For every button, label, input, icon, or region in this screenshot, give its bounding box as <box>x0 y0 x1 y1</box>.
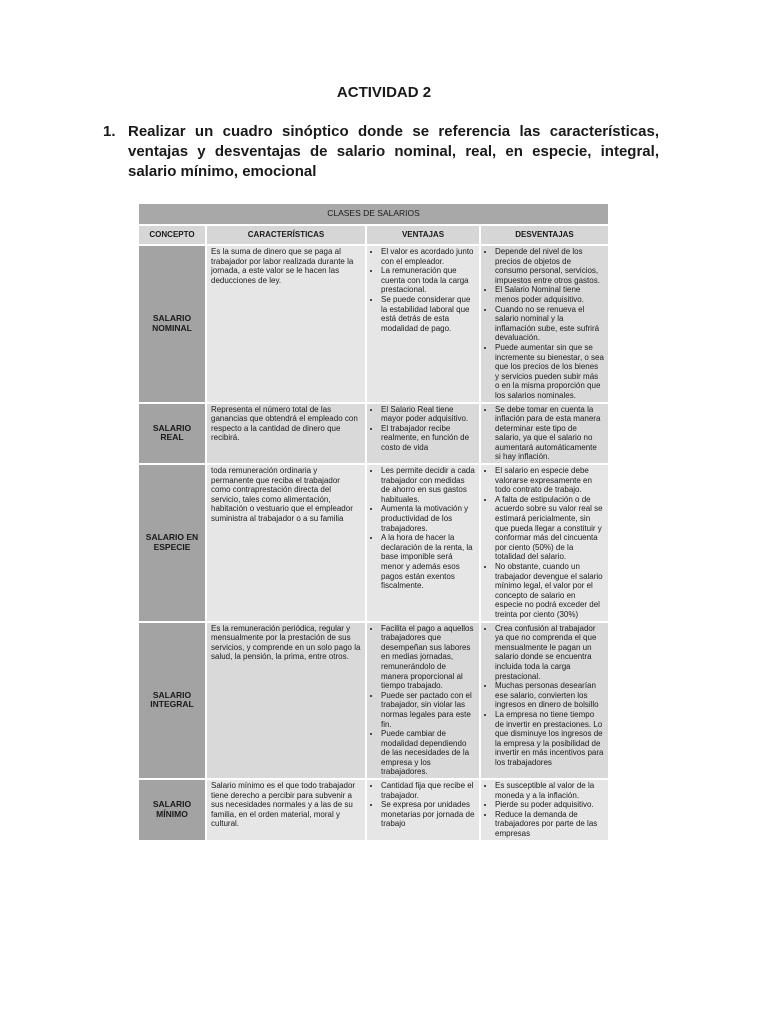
characteristics-cell: Representa el número total de las ganancias que obtendrá el empleado con respecto a la cantidad de dinero que recibirá. <box>207 404 365 464</box>
page-title: ACTIVIDAD 2 <box>336 84 432 101</box>
table-row <box>139 465 608 621</box>
concept-cell: SALARIO MÍNIMO <box>139 780 205 840</box>
header-concepto: CONCEPTO <box>139 226 205 244</box>
list-item: • A la hora de hacer la declaración de la renta, la base imponible será menor y además esos pagos están exentos fiscalmente. <box>381 533 475 591</box>
list-item: • El Salario Nominal tiene menos poder adquisitivo. <box>495 285 604 304</box>
characteristics-cell: Es la remuneración periódica, regular y mensualmente por la prestación de sus servicios, y comprende en un solo pago la salud, la pensión, la prima, entre otros. <box>207 623 365 779</box>
table-row <box>139 780 608 840</box>
characteristics-cell: toda remuneración ordinaria y permanente que reciba el trabajador como contraprestación directa del servicio, tales como alimentación, habitación o vestuario que el empleador suministra al trabajador o a su familia <box>207 465 365 621</box>
disadvantages-cell <box>481 246 608 402</box>
list-item: • Depende del nivel de los precios de objetos de consumo personal, servicios, impuestos entre otros gastos. <box>495 247 604 285</box>
list-item: • La empresa no tiene tiempo de invertir en prestaciones. Lo que disminuye los ingresos de la empresa y la posibilidad de invertir en más incentivos para los trabajadores <box>495 710 604 768</box>
list-item: • Se expresa por unidades monetarias por jornada de trabajo <box>381 800 475 829</box>
list-item: • Es susceptible al valor de la moneda y a la inflación. <box>495 781 604 800</box>
list-item: • El trabajador recibe realmente, en función de costo de vida <box>381 424 475 453</box>
advantages-cell <box>367 404 479 464</box>
disadvantages-cell <box>481 623 608 779</box>
list-item: • Pierde su poder adquisitivo. <box>495 800 604 810</box>
header-caracteristicas: CARACTERÍSTICAS <box>207 226 365 244</box>
table-row <box>139 404 608 464</box>
header-ventajas: VENTAJAS <box>367 226 479 244</box>
list-item: • El salario en especie debe valorarse expresamente en todo contrato de trabajo. <box>495 466 604 495</box>
list-item: • Muchas personas desearían ese salario, convierten los ingresos en dinero de bolsillo <box>495 681 604 710</box>
question-1 <box>103 122 659 182</box>
list-item: • Reduce la demanda de trabajadores por parte de las empresas <box>495 810 604 839</box>
list-item: • Facilita el pago a aquellos trabajadores que desempeñan sus labores en medias jornadas, remunerándolo de manera proporcional al tiempo trabajado. <box>381 624 475 691</box>
list-item: • No obstante, cuando un trabajador devengue el salario mínimo legal, el valor por el concepto de salario en especie no podrá exceder del treinta por ciento (30%) <box>495 562 604 620</box>
list-item: • El valor es acordado junto con el empleador. <box>381 247 475 266</box>
synoptic-table <box>137 202 610 842</box>
list-item: • Se puede considerar que la estabilidad laboral que está detrás de esta modalidad de pago. <box>381 295 475 333</box>
header-desventajas: DESVENTAJAS <box>481 226 608 244</box>
list-item: • La remuneración que cuenta con toda la carga prestacional. <box>381 266 475 295</box>
list-item: • Cantidad fija que recibe el trabajador. <box>381 781 475 800</box>
question-text: Realizar un cuadro sinóptico donde se referencia las características, ventajas y desventajas de salario nominal, real, en especie, integral, salario mínimo, emocional <box>128 123 659 180</box>
list-item: • Aumenta la motivación y productividad de los trabajadores. <box>381 504 475 533</box>
characteristics-cell: Es la suma de dinero que se paga al trabajador por labor realizada durante la jornada, a este valor se le hacen las deducciones de ley. <box>207 246 365 402</box>
table-row <box>139 246 608 402</box>
disadvantages-cell <box>481 465 608 621</box>
concept-cell: SALARIO REAL <box>139 404 205 464</box>
list-item: • Puede aumentar sin que se incremente su bienestar, o sea que los precios de los bienes y servicios pueden subir más o en la misma proporción que los salarios nominales. <box>495 343 604 401</box>
list-item: • Se debe tomar en cuenta la inflación para de esta manera determinar este tipo de salario, ya que el salario no aumentará automáticamente si hay inflación. <box>495 405 604 463</box>
list-item: • Crea confusión al trabajador ya que no comprenda el que mensualmente le pagan un salario donde se encuentra incluida toda la carga prestacional. <box>495 624 604 682</box>
disadvantages-cell <box>481 780 608 840</box>
concept-cell: SALARIO NOMINAL <box>139 246 205 402</box>
advantages-cell <box>367 246 479 402</box>
list-item: • A falta de estipulación o de acuerdo sobre su valor real se estimará pericialmente, sin que pueda llegar a constituir y conformar más del cincuenta por ciento (50%) de la totalidad del salario. <box>495 495 604 562</box>
advantages-cell <box>367 623 479 779</box>
question-number: 1. <box>103 123 116 140</box>
list-item: • Les permite decidir a cada trabajador con medidas de ahorro en sus gastos habituales. <box>381 466 475 504</box>
concept-cell: SALARIO EN ESPECIE <box>139 465 205 621</box>
list-item: • Puede ser pactado con el trabajador, sin violar las normas legales para este fin. <box>381 691 475 729</box>
advantages-cell <box>367 780 479 840</box>
concept-cell: SALARIO INTEGRAL <box>139 623 205 779</box>
advantages-cell <box>367 465 479 621</box>
characteristics-cell: Salario mínimo es el que todo trabajador tiene derecho a percibir para subvenir a sus necesidades normales y a las de su familia, en el orden material, moral y cultural. <box>207 780 365 840</box>
list-item: • Puede cambiar de modalidad dependiendo de las necesidades de la empresa y los trabajadores. <box>381 729 475 777</box>
list-item: • Cuando no se renueva el salario nominal y la inflamación sube, este sufrirá devaluación. <box>495 305 604 343</box>
table-caption: CLASES DE SALARIOS <box>139 204 608 224</box>
table-row <box>139 623 608 779</box>
disadvantages-cell <box>481 404 608 464</box>
list-item: • El Salario Real tiene mayor poder adquisitivo. <box>381 405 475 424</box>
